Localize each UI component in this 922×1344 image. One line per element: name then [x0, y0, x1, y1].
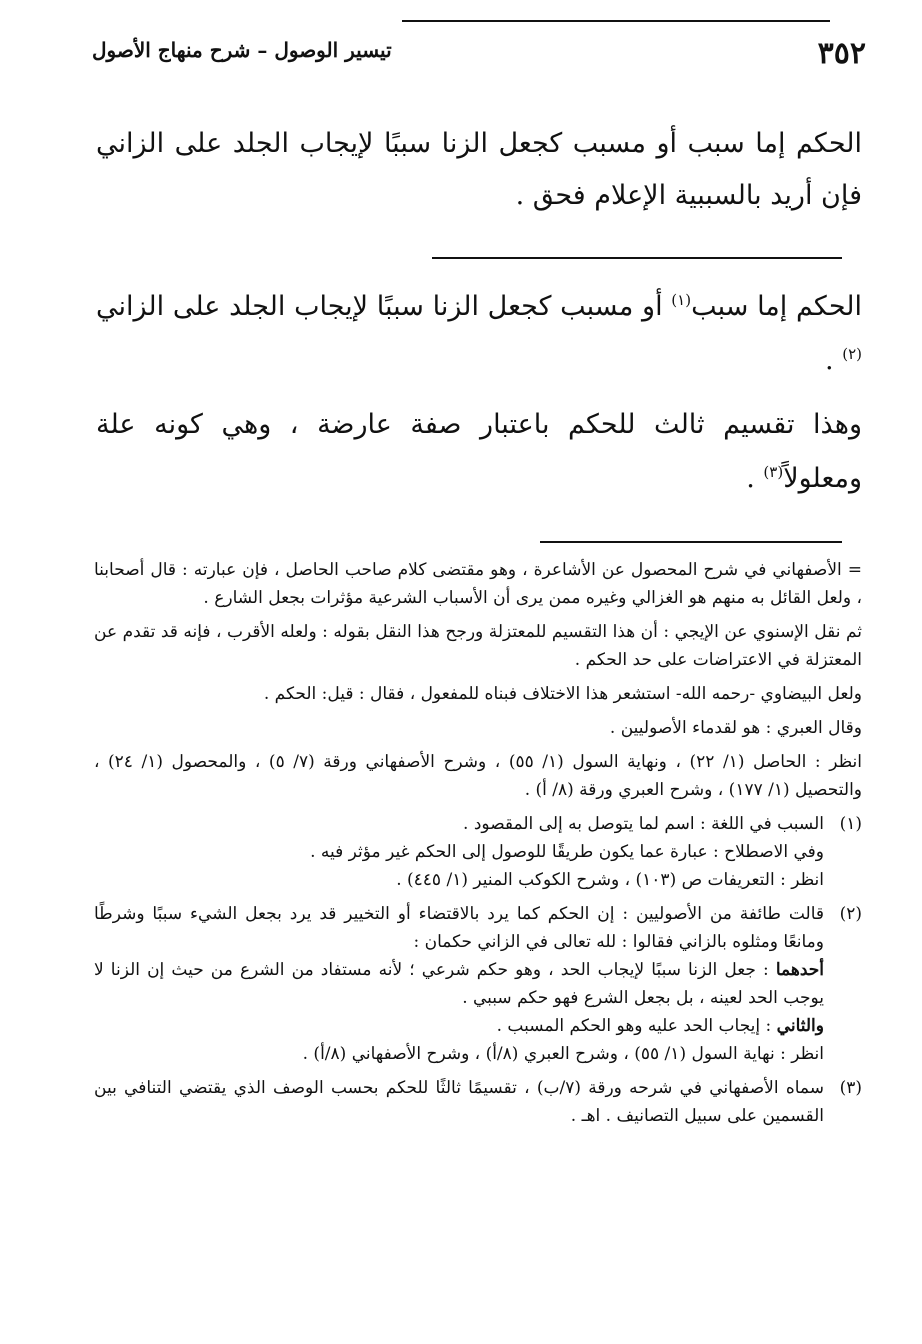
footnote-line — [94, 1012, 824, 1040]
footnote-continuation-2: ثم نقل الإسنوي عن الإيجي : أن هذا التقسيم للمعتزلة ورجح هذا النقل بقوله : ولعله الأقرب ، فإنه قد تقدم عن المعتزلة في الاعتراضات على حد الحكم . — [94, 622, 862, 670]
footnote-term: أحدهما — [775, 960, 824, 980]
footnote-line: وفي الاصطلاح : عبارة عما يكون طريقًا للوصول إلى الحكم غير مؤثر فيه . — [310, 842, 824, 862]
footnote-separator — [540, 541, 842, 543]
footnote-1 — [94, 810, 862, 894]
matn-text-block — [96, 118, 862, 222]
header-rule — [402, 20, 830, 22]
footnote-term: والثاني — [776, 1016, 824, 1036]
footnote-continuation-4: وقال العبري : هو لقدماء الأصوليين . — [609, 718, 862, 738]
footnote-ref-2[interactable]: (٢) — [842, 345, 862, 363]
commentary-text: أو مسبب كجعل الزنا سببًا لإيجاب الجلد على الزاني — [96, 291, 672, 322]
page-header — [92, 36, 866, 76]
footnote-marker-2: (٢) — [839, 904, 862, 924]
commentary-text: . — [825, 345, 834, 376]
footnote-line: انظر : التعريفات ص (١٠٣) ، وشرح الكوكب المنير (١/ ٤٤٥) . — [396, 870, 824, 890]
matn-separator — [432, 257, 842, 259]
footnote-line — [94, 956, 824, 1012]
commentary-block — [96, 280, 862, 516]
footnote-line: قالت طائفة من الأصوليين : إن الحكم كما يرد بالاقتضاء أو التخيير قد يرد بجعل الشيء سببًا وشرطًا ومانعًا ومثلوه بالزاني فقالوا : لله تعالى في الزاني حكمان : — [94, 904, 824, 952]
running-title: تيسير الوصول – شرح منهاج الأصول — [92, 38, 392, 62]
footnote-marker-3: (٣) — [839, 1078, 862, 1098]
commentary-text: وهذا تقسيم ثالث للحكم باعتبار صفة عارضة ، وهي كونه علة ومعلولاً — [96, 409, 862, 494]
commentary-text: . — [746, 463, 755, 494]
footnote-2 — [94, 900, 862, 1068]
commentary-paragraph-1 — [96, 280, 862, 388]
commentary-paragraph-2 — [96, 398, 862, 506]
footnote-3 — [94, 1074, 862, 1130]
page-number: ٣٥٢ — [817, 36, 866, 71]
footnote-line: انظر : نهاية السول (١/ ٥٥) ، وشرح العبري (٨/أ) ، وشرح الأصفهاني (٨/أ) . — [302, 1044, 824, 1064]
footnote-continuation-5: انظر : الحاصل (١/ ٢٢) ، ونهاية السول (١/ ٥٥) ، وشرح الأصفهاني ورقة (٧/ ٥) ، والمحصول (١/ ٢٤) ، والتحصيل (١/ ١٧٧) ، وشرح العبري ورقة (٨/ أ) . — [94, 752, 862, 800]
footnote-text: : إيجاب الحد عليه وهو الحكم المسبب . — [496, 1016, 777, 1036]
footnote-ref-1[interactable]: (١) — [671, 291, 692, 309]
commentary-text: الحكم إما سبب — [691, 291, 862, 322]
footnote-marker-1: (١) — [839, 814, 862, 834]
footnote-line: السبب في اللغة : اسم لما يتوصل به إلى المقصود . — [463, 814, 824, 834]
footnotes-block — [94, 556, 862, 1136]
footnote-line: سماه الأصفهاني في شرحه ورقة (٧/ب) ، تقسيمًا ثالثًا للحكم بحسب الوصف الذي يقتضي التنافي بين القسمين على سبيل التصانيف . اهـ . — [94, 1078, 824, 1126]
footnote-text: : جعل الزنا سببًا لإيجاب الحد ، وهو حكم شرعي ؛ لأنه مستفاد من الشرع من حيث إن الزنا لا يوجب الحد لعينه ، بل بجعل الشرع فهو حكم سببي . — [94, 960, 824, 1008]
matn-paragraph: الحكم إما سبب أو مسبب كجعل الزنا سببًا لإيجاب الجلد على الزاني فإن أريد بالسببية الإعلام فحق . — [96, 128, 862, 211]
footnote-continuation-1: = الأصفهاني في شرح المحصول عن الأشاعرة ، وهو مقتضى كلام صاحب الحاصل ، فإن عبارته : قال أصحابنا ، ولعل القائل به منهم هو الغزالي وغيره ممن يرى أن الأسباب الشرعية مؤثرات بجعل الشارع . — [94, 560, 862, 608]
footnote-continuation-3: ولعل البيضاوي -رحمه الله- استشعر هذا الاختلاف فبناه للمفعول ، فقال : قيل: الحكم . — [263, 684, 862, 704]
footnote-ref-3[interactable]: (٣) — [763, 463, 784, 481]
